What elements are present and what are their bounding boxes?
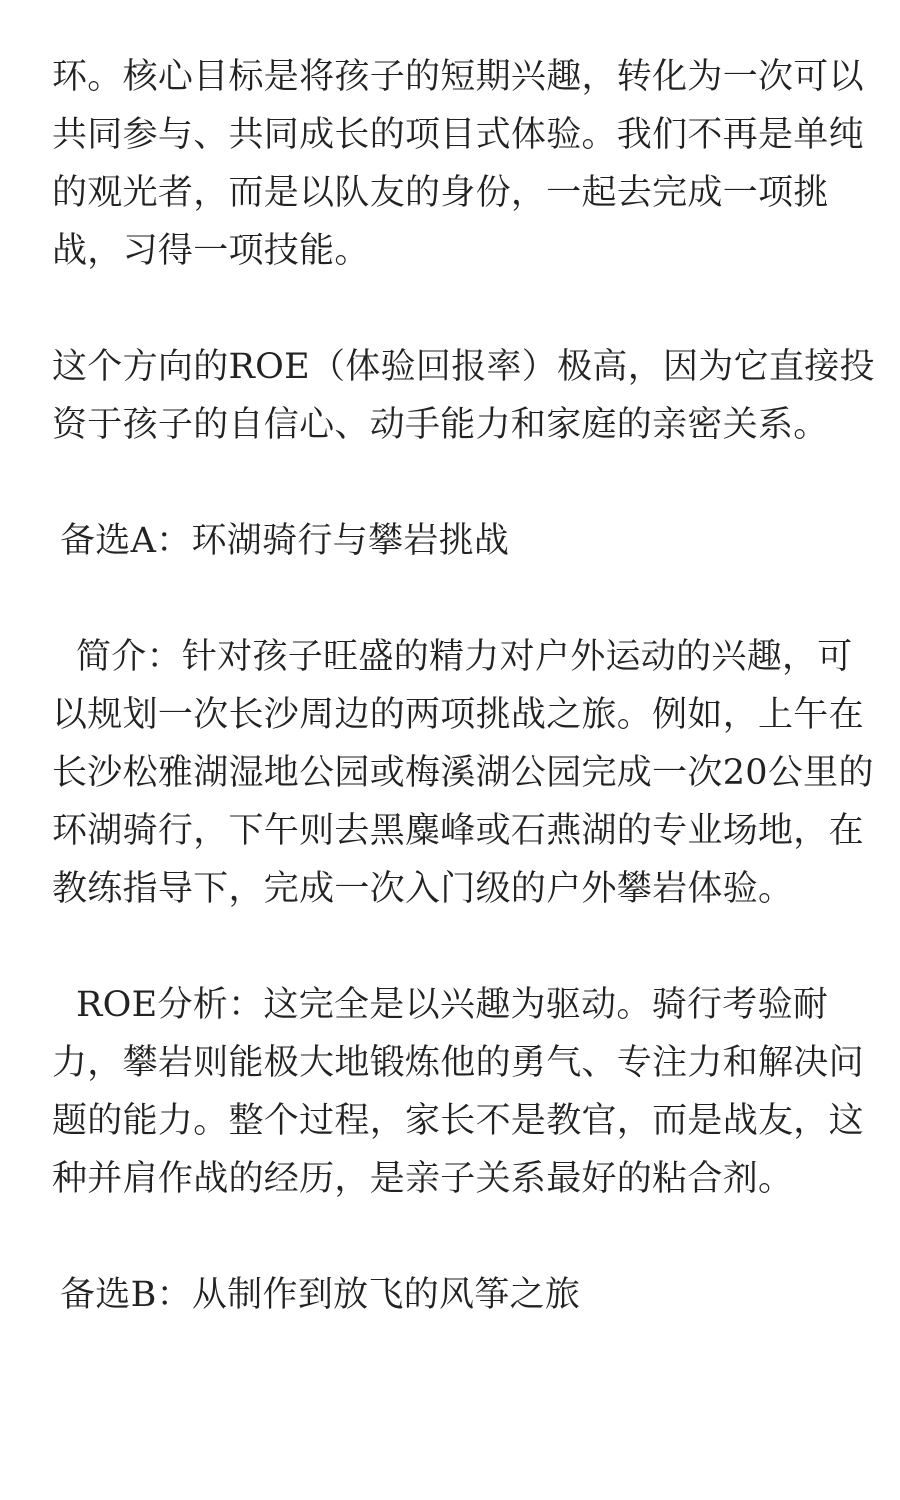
- text-line: 环湖骑行，下午则去黑麋峰或石燕湖的专业场地，在: [52, 811, 864, 851]
- roe-summary-paragraph: [52, 338, 875, 454]
- text-line: 以规划一次长沙周边的两项挑战之旅。例如，上午在: [52, 695, 864, 735]
- paragraph-gap: [52, 1208, 852, 1266]
- text-line: 环。核心目标是将孩子的短期兴趣，转化为一次可以: [52, 57, 864, 97]
- article-body: [52, 48, 875, 1324]
- text-line: 共同参与、共同成长的项目式体验。我们不再是单纯: [52, 115, 864, 155]
- text-line: 种并肩作战的经历，是亲子关系最好的粘合剂。: [52, 1159, 794, 1199]
- text-line: 长沙松雅湖湿地公园或梅溪湖公园完成一次20公里的: [52, 753, 874, 793]
- option-b-heading: 备选B：从制作到放飞的风筝之旅: [60, 1275, 581, 1315]
- text-line: 简介：针对孩子旺盛的精力对户外运动的兴趣，可: [76, 637, 853, 677]
- option-a-intro-paragraph: [52, 628, 874, 918]
- text-line: 资于孩子的自信心、动手能力和家庭的亲密关系。: [52, 405, 829, 445]
- text-line: ROE分析：这完全是以兴趣为驱动。骑行考验耐: [76, 985, 829, 1025]
- text-line: 教练指导下，完成一次入门级的户外攀岩体验。: [52, 869, 794, 909]
- text-line: 战，习得一项技能。: [52, 231, 370, 271]
- text-line: 的观光者，而是以队友的身份，一起去完成一项挑: [52, 173, 829, 213]
- paragraph-gap: [52, 918, 852, 976]
- paragraph-gap: [52, 454, 852, 512]
- text-line: 这个方向的ROE（体验回报率）极高，因为它直接投: [52, 347, 875, 387]
- intro-paragraph: [52, 48, 864, 280]
- paragraph-gap: [52, 570, 852, 628]
- option-a-heading: 备选A：环湖骑行与攀岩挑战: [60, 521, 510, 561]
- text-line: 题的能力。整个过程，家长不是教官，而是战友，这: [52, 1101, 864, 1141]
- paragraph-gap: [52, 280, 852, 338]
- option-a-roe-paragraph: [52, 976, 864, 1208]
- text-line: 力，攀岩则能极大地锻炼他的勇气、专注力和解决问: [52, 1043, 864, 1083]
